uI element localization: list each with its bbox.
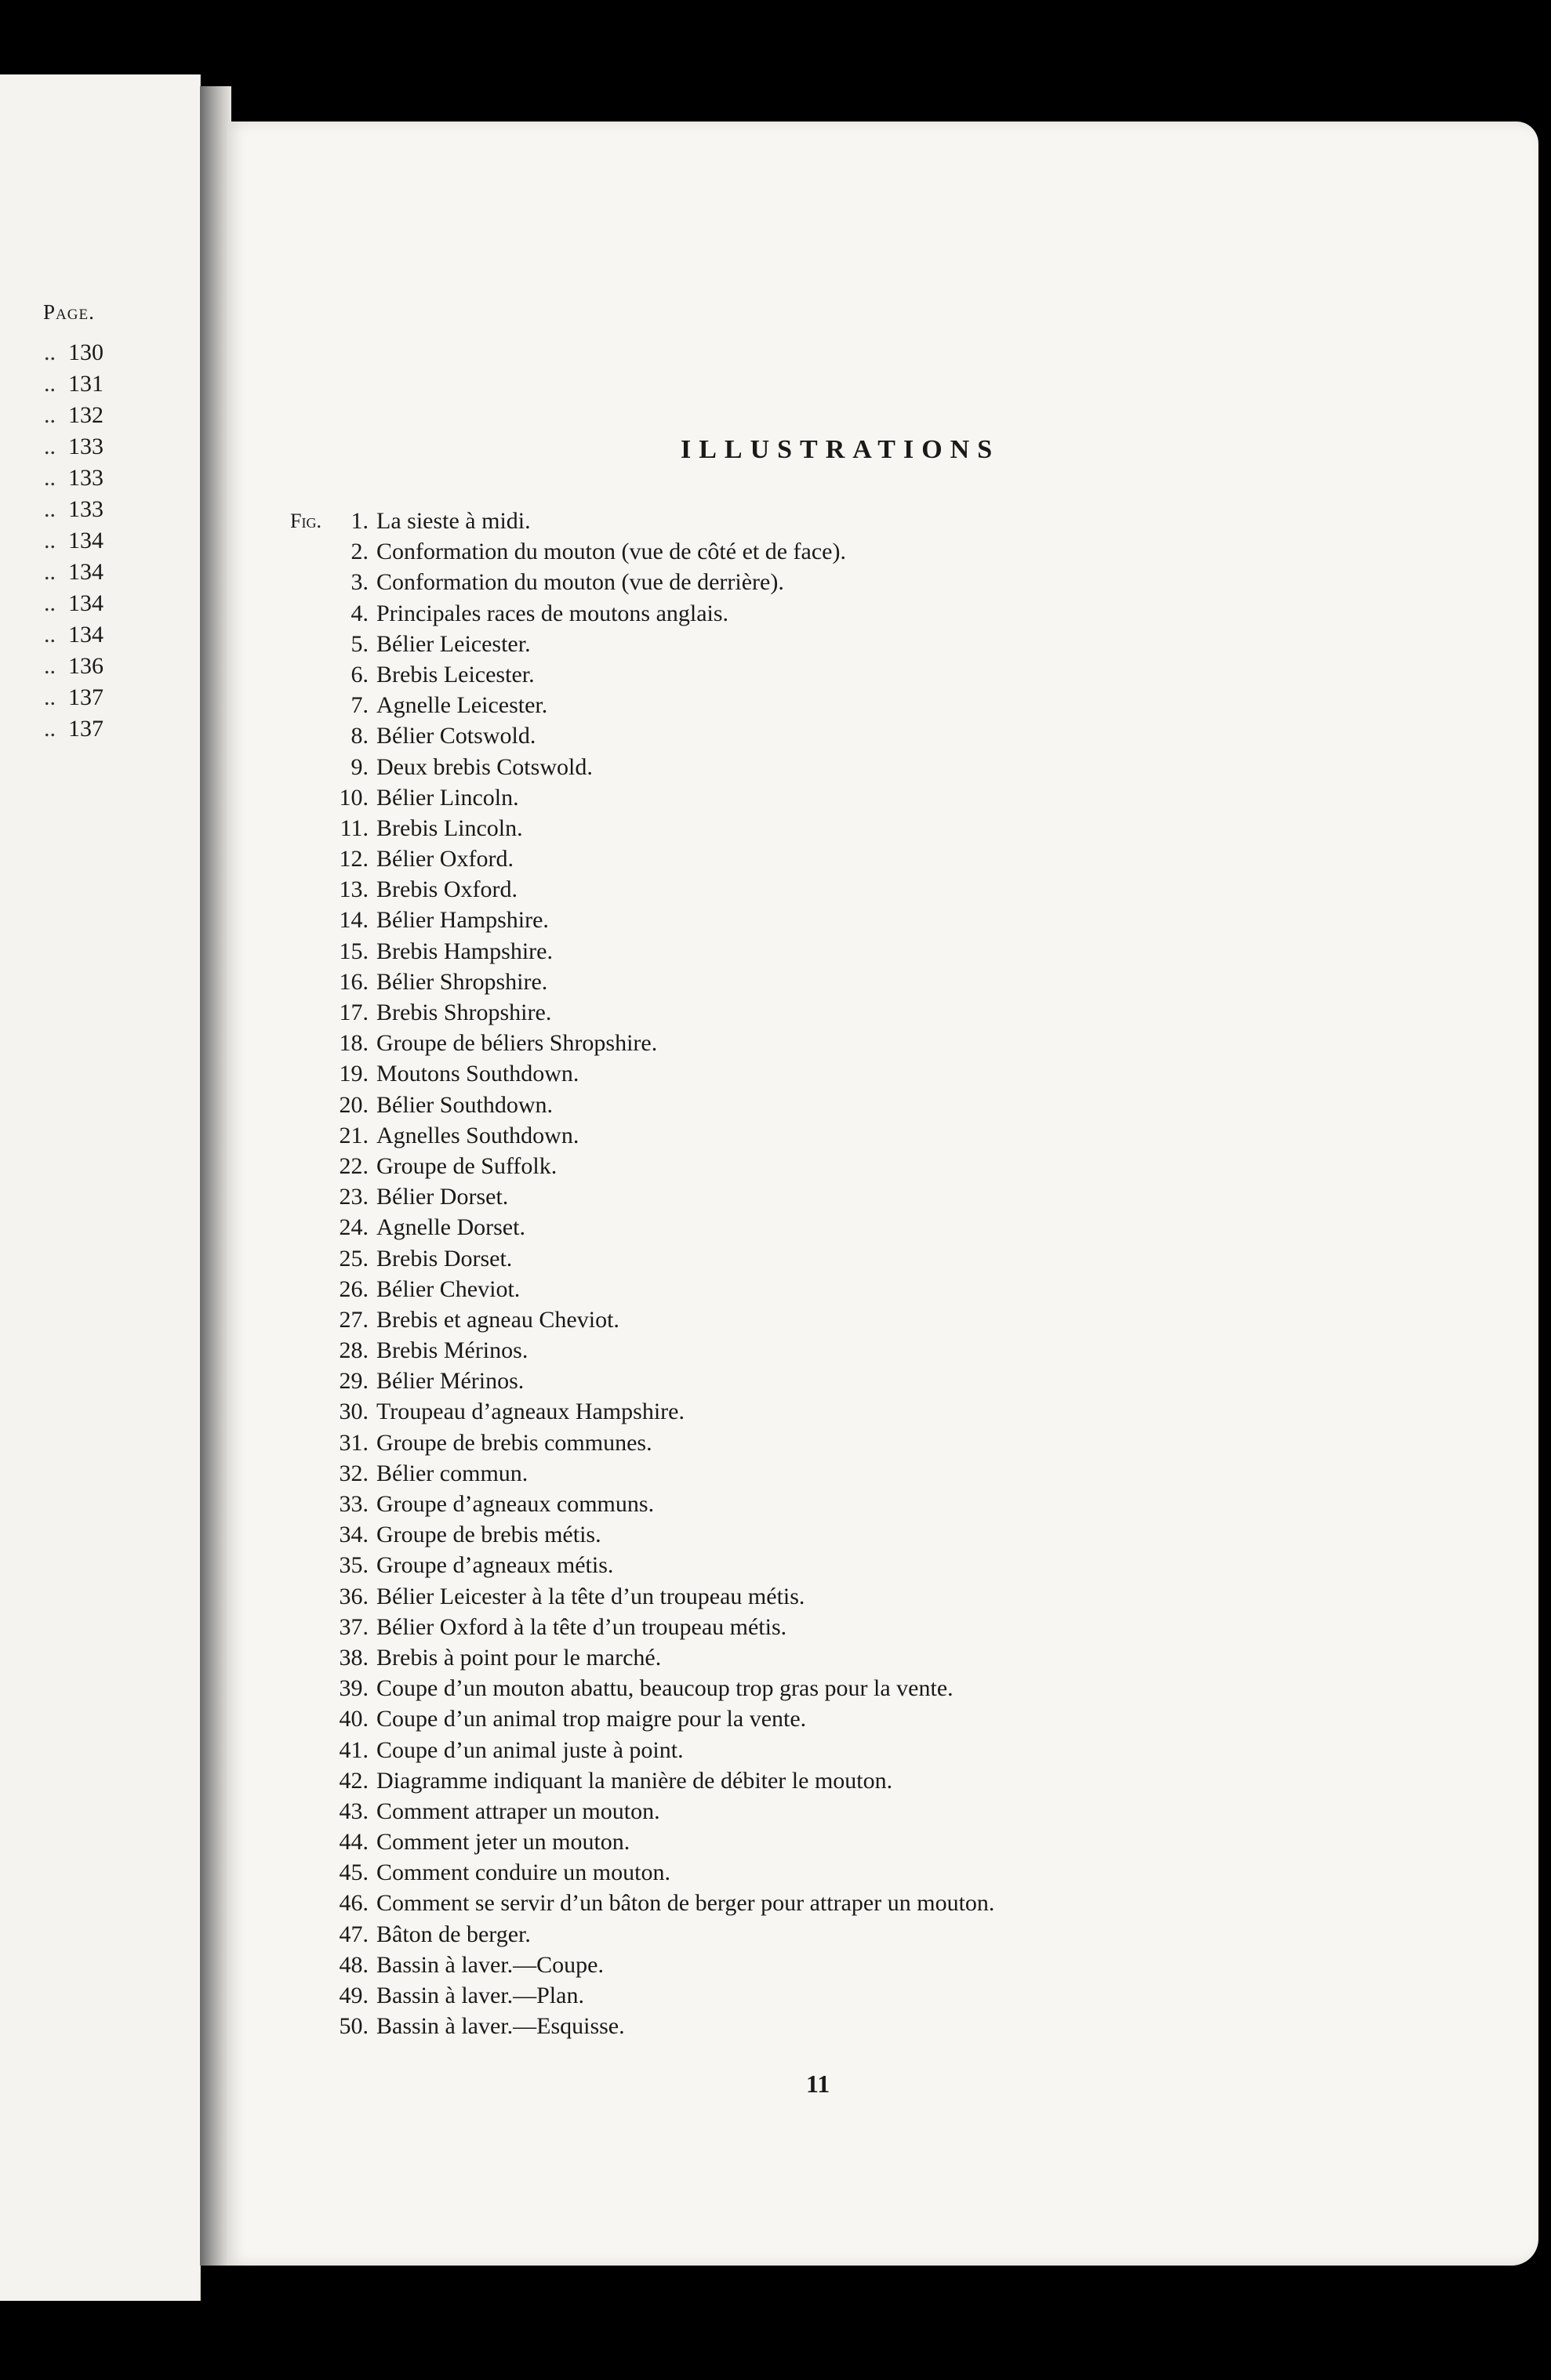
figure-entry	[227, 567, 1482, 597]
figure-caption: Bélier Mérinos.	[376, 1368, 525, 1395]
dot-leader: ..	[44, 371, 56, 397]
figure-number: 41.	[339, 1736, 369, 1763]
figure-number: 22.	[339, 1152, 369, 1179]
figure-number: 14.	[339, 907, 369, 934]
figure-caption: Bâton de berger.	[376, 1921, 531, 1947]
page-ref-number: 132	[68, 402, 104, 428]
right-page	[227, 122, 1538, 2266]
figure-caption: Brebis Oxford.	[376, 876, 518, 903]
figure-entry	[227, 752, 1482, 782]
figure-caption: Bélier Leicester.	[376, 630, 531, 657]
figure-entry	[227, 506, 1482, 536]
page-ref-row	[0, 619, 110, 651]
figure-entry	[227, 1274, 1482, 1304]
figure-caption: Agnelle Leicester.	[376, 692, 548, 719]
page-ref-number: 134	[68, 559, 104, 585]
figure-list	[227, 506, 1482, 2041]
figure-number: 3.	[351, 569, 369, 596]
page-number-list	[0, 337, 110, 745]
figure-entry	[227, 1304, 1482, 1335]
figure-number: 43.	[339, 1798, 369, 1824]
page-ref-number: 137	[68, 716, 104, 742]
figure-entry	[227, 1458, 1482, 1489]
figure-entry	[227, 997, 1482, 1028]
left-facing-page	[0, 74, 201, 2301]
page-column-header: Page.	[43, 300, 95, 324]
figure-caption: Deux brebis Cotswold.	[376, 753, 593, 780]
figure-entry	[227, 690, 1482, 720]
figure-caption: Bassin à laver.—Esquisse.	[376, 2013, 625, 2040]
figure-number: 27.	[339, 1306, 369, 1333]
figure-entry	[227, 1581, 1482, 1612]
figure-number: 26.	[339, 1275, 369, 1302]
figure-caption: Groupe de brebis communes.	[376, 1429, 652, 1456]
figure-number: 49.	[339, 1983, 369, 2008]
figure-number: 44.	[339, 1829, 369, 1856]
figure-caption: Brebis à point pour le marché.	[376, 1644, 662, 1671]
figure-entry	[227, 1120, 1482, 1151]
figure-entry	[227, 1181, 1482, 1212]
figure-entry	[227, 1735, 1482, 1765]
figure-entry	[227, 905, 1482, 935]
figure-number: 46.	[339, 1890, 369, 1917]
figure-caption: Bélier Cotswold.	[376, 723, 536, 749]
page-ref-number: 134	[68, 622, 104, 648]
figure-entry	[227, 1396, 1482, 1427]
figure-caption: Comment jeter un mouton.	[376, 1829, 630, 1856]
figure-caption: Comment attraper un mouton.	[376, 1798, 660, 1824]
figure-entry	[227, 1550, 1482, 1580]
figure-caption: Conformation du mouton (vue de côté et de face).	[376, 539, 846, 565]
dot-leader: ..	[44, 716, 56, 742]
page-ref-number: 136	[68, 653, 104, 679]
figure-caption: Troupeau d’agneaux Hampshire.	[376, 1399, 685, 1425]
dot-leader: ..	[44, 559, 56, 585]
figure-entry	[227, 659, 1482, 690]
figure-number: 20.	[339, 1091, 369, 1118]
figure-caption: Brebis Hampshire.	[376, 938, 553, 964]
figure-caption: Comment conduire un mouton.	[376, 1859, 670, 1886]
figure-caption: Bélier Cheviot.	[376, 1275, 521, 1302]
figure-caption: Bélier Oxford à la tête d’un troupeau métis.	[376, 1613, 787, 1640]
figure-number: 32.	[339, 1460, 369, 1486]
figure-number: 29.	[339, 1368, 369, 1395]
figure-caption: Bélier Lincoln.	[376, 784, 519, 811]
figure-caption: Brebis et agneau Cheviot.	[376, 1306, 619, 1333]
figure-number: 2.	[351, 539, 369, 565]
figure-number: 33.	[339, 1491, 369, 1517]
figure-entry	[227, 967, 1482, 997]
page-ref-row	[0, 588, 110, 619]
figure-entry	[227, 844, 1482, 874]
figure-caption: Diagramme indiquant la manière de débiter le mouton.	[376, 1767, 893, 1794]
page-ref-number: 133	[68, 434, 104, 459]
dot-leader: ..	[44, 465, 56, 491]
page-ref-row	[0, 525, 110, 557]
figure-caption: Principales races de moutons anglais.	[376, 600, 729, 626]
figure-entry	[227, 1151, 1482, 1181]
figure-caption: Groupe d’agneaux métis.	[376, 1552, 614, 1579]
page-ref-number: 134	[68, 590, 104, 616]
figure-entry	[227, 1950, 1482, 1980]
figure-caption: Groupe de béliers Shropshire.	[376, 1030, 658, 1057]
figure-entry	[227, 1366, 1482, 1396]
figure-number: 30.	[339, 1399, 369, 1425]
page-ref-row	[0, 337, 110, 368]
figure-caption: Groupe de brebis métis.	[376, 1522, 601, 1548]
dot-leader: ..	[44, 434, 56, 459]
figure-number: 23.	[339, 1184, 369, 1210]
dot-leader: ..	[44, 590, 56, 616]
figure-number: 11.	[340, 814, 369, 841]
figure-entry	[227, 1058, 1482, 1089]
figure-caption: Brebis Shropshire.	[376, 1000, 552, 1025]
figure-number: 38.	[339, 1644, 369, 1671]
figure-number: 15.	[339, 938, 369, 964]
figure-caption: Bélier Shropshire.	[376, 968, 548, 995]
figure-entry	[227, 1335, 1482, 1366]
figure-entry	[227, 536, 1482, 567]
figure-caption: La sieste à midi.	[376, 508, 531, 534]
figure-entry	[227, 1796, 1482, 1827]
figure-caption: Groupe de Suffolk.	[376, 1152, 558, 1179]
page-ref-number: 137	[68, 684, 104, 710]
figure-entry	[227, 1888, 1482, 1918]
figure-entry	[227, 874, 1482, 905]
dot-leader: ..	[44, 684, 56, 710]
dot-leader: ..	[44, 622, 56, 648]
figure-number: 28.	[339, 1337, 369, 1364]
page-ref-row	[0, 682, 110, 713]
figure-caption: Bassin à laver.—Coupe.	[376, 1951, 604, 1978]
fig-prefix: Fig.	[290, 510, 321, 532]
figure-caption: Groupe d’agneaux communs.	[376, 1491, 655, 1517]
figure-number: 31.	[339, 1429, 369, 1456]
page-ref-row	[0, 463, 110, 494]
figure-number: 40.	[339, 1706, 369, 1732]
page-ref-row	[0, 368, 110, 400]
dot-leader: ..	[44, 528, 56, 553]
figure-entry	[227, 1919, 1482, 1950]
page-ref-row	[0, 557, 110, 588]
figure-caption: Comment se servir d’un bâton de berger pour attraper un mouton.	[376, 1890, 995, 1917]
figure-entry	[227, 1028, 1482, 1058]
page-ref-number: 133	[68, 496, 104, 522]
figure-caption: Coupe d’un animal trop maigre pour la vente.	[376, 1706, 807, 1732]
page-ref-number: 133	[68, 465, 104, 491]
page-ref-number: 131	[68, 371, 104, 397]
figure-number: 48.	[339, 1951, 369, 1978]
figure-number: 35.	[339, 1552, 369, 1579]
figure-caption: Moutons Southdown.	[376, 1061, 579, 1087]
dot-leader: ..	[44, 496, 56, 522]
figure-number: 6.	[351, 661, 369, 688]
figure-entry	[227, 1428, 1482, 1458]
figure-number: 1.	[351, 508, 369, 534]
dot-leader: ..	[44, 339, 56, 365]
figure-caption: Bélier Dorset.	[376, 1184, 509, 1210]
figure-number: 13.	[339, 876, 369, 903]
figure-caption: Conformation du mouton (vue de derrière).	[376, 569, 784, 596]
figure-caption: Brebis Dorset.	[376, 1245, 513, 1272]
figure-caption: Brebis Leicester.	[376, 661, 535, 688]
figure-number: 19.	[339, 1061, 369, 1087]
figure-entry	[227, 782, 1482, 813]
page-ref-row	[0, 494, 110, 525]
figure-number: 9.	[351, 753, 369, 780]
figure-entry	[227, 1519, 1482, 1550]
figure-caption: Bélier commun.	[376, 1460, 529, 1486]
figure-entry	[227, 1703, 1482, 1734]
figure-caption: Bélier Leicester à la tête d’un troupeau métis.	[376, 1583, 805, 1609]
page-number: 11	[806, 2070, 830, 2098]
figure-caption: Bélier Hampshire.	[376, 907, 549, 934]
page-ref-row	[0, 651, 110, 682]
figure-number: 39.	[339, 1675, 369, 1702]
figure-number: 37.	[339, 1613, 369, 1640]
figure-caption: Agnelles Southdown.	[376, 1122, 579, 1148]
figure-number: 25.	[339, 1245, 369, 1272]
figure-caption: Brebis Lincoln.	[376, 814, 523, 841]
page-ref-number: 130	[68, 339, 104, 365]
figure-number: 36.	[339, 1583, 369, 1609]
figure-number: 12.	[339, 846, 369, 873]
figure-entry	[227, 1765, 1482, 1796]
page-title: ILLUSTRATIONS	[681, 435, 1001, 464]
figure-entry	[227, 1827, 1482, 1857]
figure-entry	[227, 1243, 1482, 1274]
figure-number: 34.	[339, 1522, 369, 1548]
figure-number: 24.	[339, 1214, 369, 1241]
book-gutter	[200, 86, 231, 2266]
figure-entry	[227, 1612, 1482, 1642]
page-ref-number: 134	[68, 528, 104, 553]
figure-entry	[227, 2011, 1482, 2041]
figure-entry	[227, 1642, 1482, 1673]
figure-caption: Coupe d’un animal juste à point.	[376, 1736, 684, 1763]
figure-number: 42.	[339, 1767, 369, 1794]
figure-entry	[227, 1090, 1482, 1120]
figure-entry	[227, 1212, 1482, 1243]
figure-caption: Coupe d’un mouton abattu, beaucoup trop gras pour la vente.	[376, 1675, 953, 1702]
figure-entry	[227, 629, 1482, 659]
figure-caption: Bélier Oxford.	[376, 846, 514, 873]
figure-entry	[227, 813, 1482, 844]
figure-caption: Agnelle Dorset.	[376, 1214, 525, 1241]
page-ref-row	[0, 713, 110, 745]
figure-entry	[227, 1980, 1482, 2011]
figure-number: 7.	[351, 692, 369, 719]
figure-caption: Bassin à laver.—Plan.	[376, 1983, 584, 2008]
figure-caption: Bélier Southdown.	[376, 1091, 553, 1118]
figure-entry	[227, 936, 1482, 967]
dot-leader: ..	[44, 402, 56, 428]
page-ref-row	[0, 400, 110, 431]
figure-caption: Brebis Mérinos.	[376, 1337, 529, 1364]
figure-number: 10.	[339, 784, 369, 811]
figure-number: 47.	[339, 1921, 369, 1947]
figure-number: 21.	[339, 1122, 369, 1148]
figure-entry	[227, 1673, 1482, 1703]
dot-leader: ..	[44, 653, 56, 679]
figure-number: 17.	[339, 1000, 369, 1025]
figure-entry	[227, 720, 1482, 751]
figure-number: 4.	[351, 600, 369, 626]
figure-number: 45.	[339, 1859, 369, 1886]
figure-number: 16.	[339, 968, 369, 995]
figure-entry	[227, 598, 1482, 629]
figure-number: 5.	[351, 630, 369, 657]
figure-number: 8.	[351, 723, 369, 749]
figure-number: 18.	[339, 1030, 369, 1057]
page-ref-row	[0, 431, 110, 463]
figure-number: 50.	[339, 2013, 369, 2040]
figure-entry	[227, 1489, 1482, 1519]
figure-entry	[227, 1857, 1482, 1888]
